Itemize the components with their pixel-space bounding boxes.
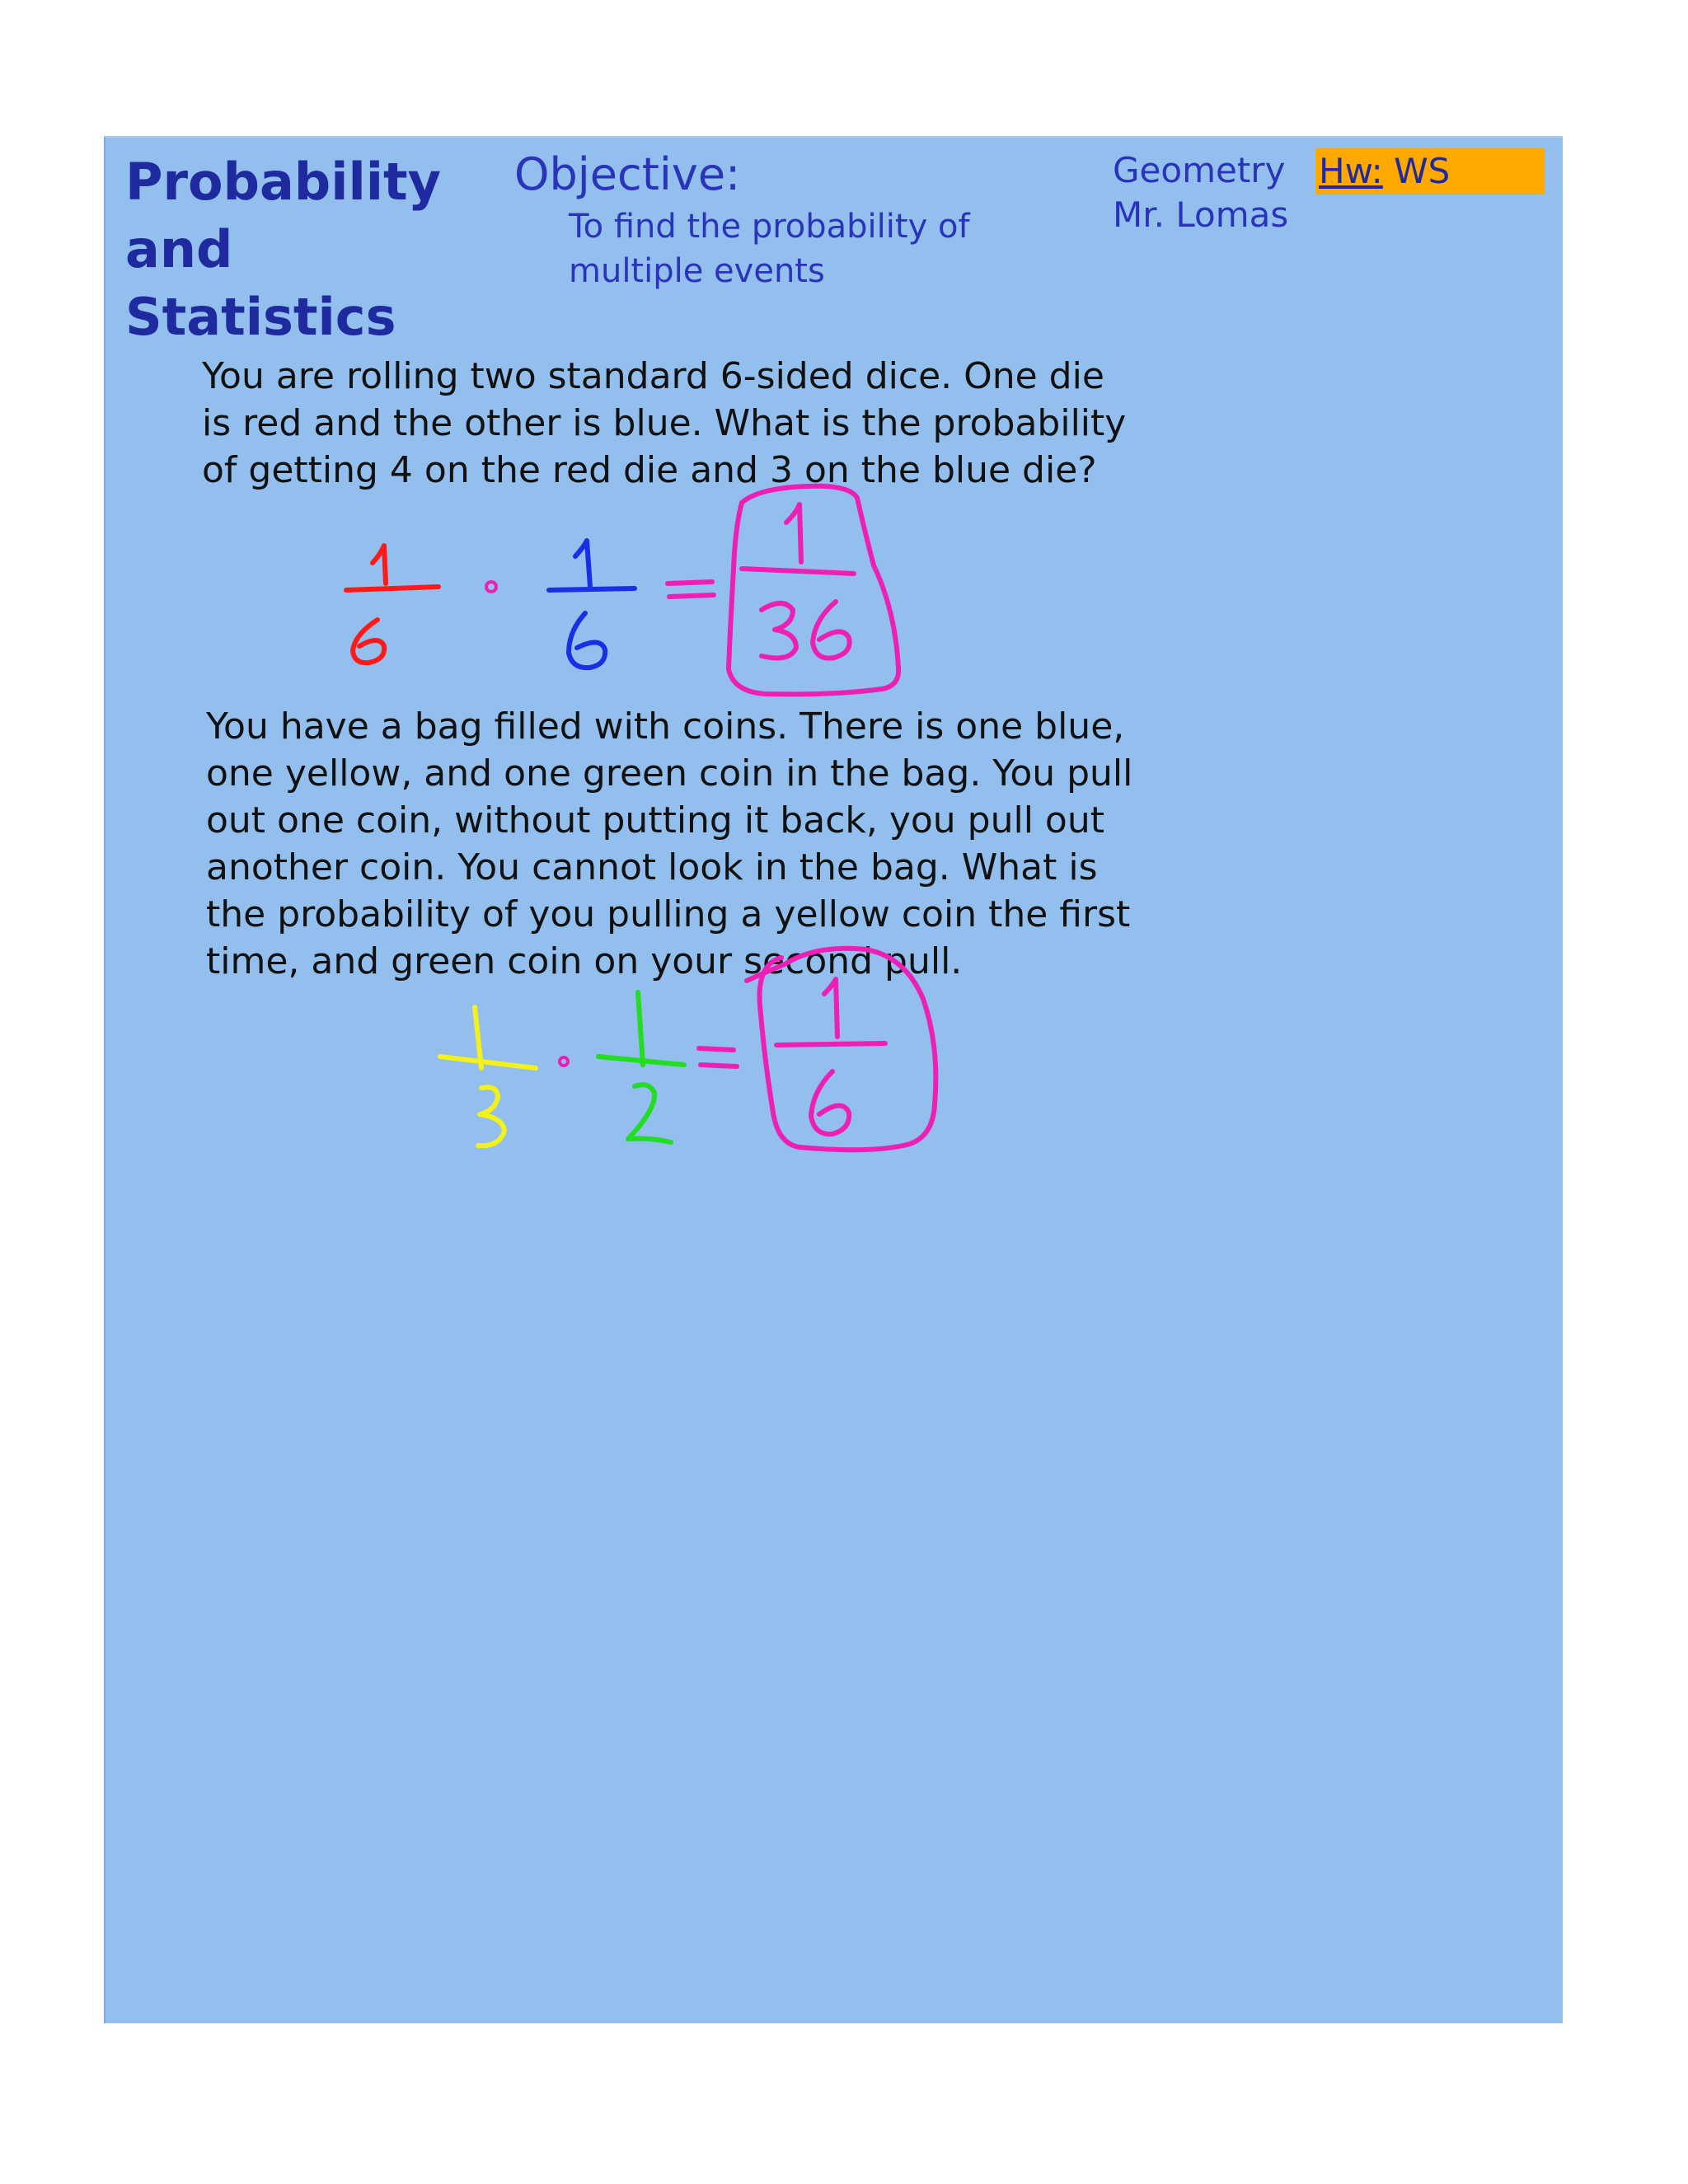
objective-text: To find the probability of multiple events bbox=[569, 208, 970, 290]
objective-label: Objective: bbox=[514, 148, 741, 200]
title-line-2: and Statistics bbox=[125, 219, 396, 347]
homework-label: Hw: bbox=[1319, 151, 1383, 191]
problem-1-text: You are rolling two standard 6-sided dice. One die is red and the other is blue. What is the probability of getting 4 on the red die and 3 on the blue die? bbox=[202, 355, 1127, 491]
homework-value: WS bbox=[1394, 151, 1451, 191]
course-name: Geometry bbox=[1113, 150, 1286, 190]
teacher-name: Mr. Lomas bbox=[1113, 194, 1289, 235]
course-info bbox=[1113, 148, 1288, 237]
title-line-1: Probability bbox=[125, 152, 442, 212]
problem-2-text: You have a bag filled with coins. There is one blue, one yellow, and one green coin in the bag. You pull out one coin, without putting it back, you pull out another coin. You cannot look in the bag. What is the probability of you pulling a yellow coin the first time, and green coin on your second pull. bbox=[206, 705, 1133, 982]
homework-badge bbox=[1315, 148, 1545, 194]
page-title bbox=[125, 148, 488, 351]
